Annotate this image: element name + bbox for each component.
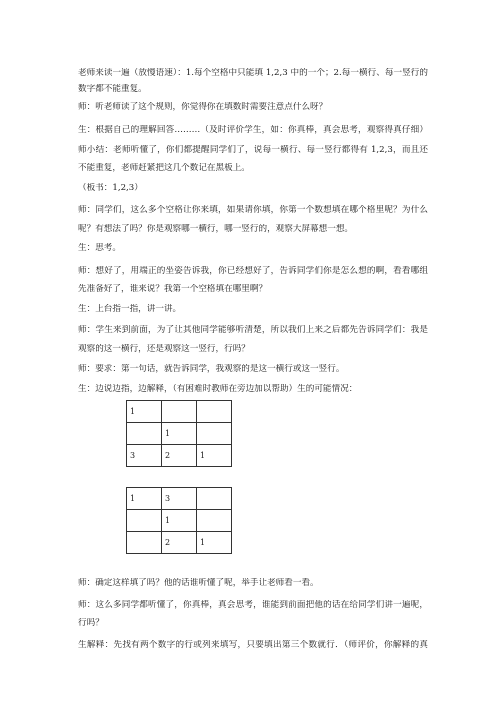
grid-cell	[127, 510, 162, 532]
grid-row	[127, 423, 232, 445]
text-line: 观察的这一横行，还是观察这一竖行，行吗？	[78, 344, 250, 354]
grid-cell	[197, 423, 232, 445]
grid-row	[127, 510, 232, 532]
grid-cell: 1	[127, 401, 162, 423]
text-line: 生：边说边指，边解释，（有困难时教师在旁边加以帮助）生的可能情况：	[78, 384, 358, 394]
grid-cell	[197, 510, 232, 532]
sudoku-grid-2	[126, 487, 232, 554]
text-line: 师：想好了，用端正的坐姿告诉我，你已经想好了，告诉同学们你是怎么想的啊，看看哪组	[78, 266, 428, 276]
text-line: 师：确定这样填了吗？他的话谁听懂了呢，举手让老师看一看。	[78, 578, 319, 588]
grid-row	[127, 445, 232, 467]
grid-row	[127, 488, 232, 510]
grid-row	[127, 532, 232, 554]
grid-cell	[197, 488, 232, 510]
grid-cell	[197, 401, 232, 423]
text-line: 师小结：老师听懂了，你们都提醒同学们了，说每一横行、每一竖行都得有 1,2,3，而且还	[78, 145, 428, 155]
text-line: （板书：1,2,3）	[78, 183, 143, 193]
text-line: 生：思考。	[78, 243, 121, 253]
grid-row	[127, 401, 232, 423]
text-line: 生：上台指一指，讲一讲。	[78, 304, 182, 314]
grid-cell: 1	[197, 445, 232, 467]
grid-cell	[127, 532, 162, 554]
grid-cell: 3	[162, 488, 197, 510]
grid-cell: 1	[197, 532, 232, 554]
grid-cell: 1	[162, 510, 197, 532]
text-line: 老师来读一遍（放慢语速）：1.每个空格中只能填 1,2,3 中的一个；2.每一横行、每一竖行的	[78, 68, 428, 78]
grid-cell: 2	[162, 532, 197, 554]
text-line: 生：根据自己的理解回答………（及时评价学生，如：你真棒，真会思考，观察得真仔细）	[78, 125, 428, 135]
text-line: 师：同学们，这么多个空格让你来填，如果请你填，你第一个数想填在哪个格里呢？为什么	[78, 205, 428, 215]
text-line: 数字都不能重复。	[78, 84, 147, 94]
text-line: 师：要求：第一句话，就告诉同学，我观察的是这一横行或这一竖行。	[78, 364, 345, 374]
text-line: 行吗？	[78, 618, 104, 628]
text-line: 师：听老师读了这个规则，你觉得你在填数时需要注意点什么呀？	[78, 102, 328, 112]
grid-cell: 2	[162, 445, 197, 467]
text-line: 先准备好了，谁来说？我第一个空格填在哪里啊？	[78, 284, 268, 294]
grid-cell: 1	[127, 488, 162, 510]
text-line: 呢？有想法了吗？你是观察哪一横行，哪一竖行的，观察大屏幕想一想。	[78, 224, 354, 234]
grid-cell	[127, 423, 162, 445]
grid-cell: 1	[162, 423, 197, 445]
text-line: 师：这么多同学都听懂了，你真棒，真会思考，谁能到前面把他的话在给同学们讲一遍呢，	[78, 600, 428, 610]
text-line: 师：学生来到前面，为了让其他同学能够听清楚，所以我们上来之后都先告诉同学们：我是	[78, 325, 428, 335]
text-line: 不能重复，老师赶紧把这几个数记在黑板上。	[78, 163, 250, 173]
grid-cell: 3	[127, 445, 162, 467]
sudoku-grid-1	[126, 400, 232, 467]
grid-cell	[162, 401, 197, 423]
text-line: 生解释：先找有两个数字的行或列来填写，只要填出第三个数就行．（师评价，你解释的真	[78, 640, 428, 650]
